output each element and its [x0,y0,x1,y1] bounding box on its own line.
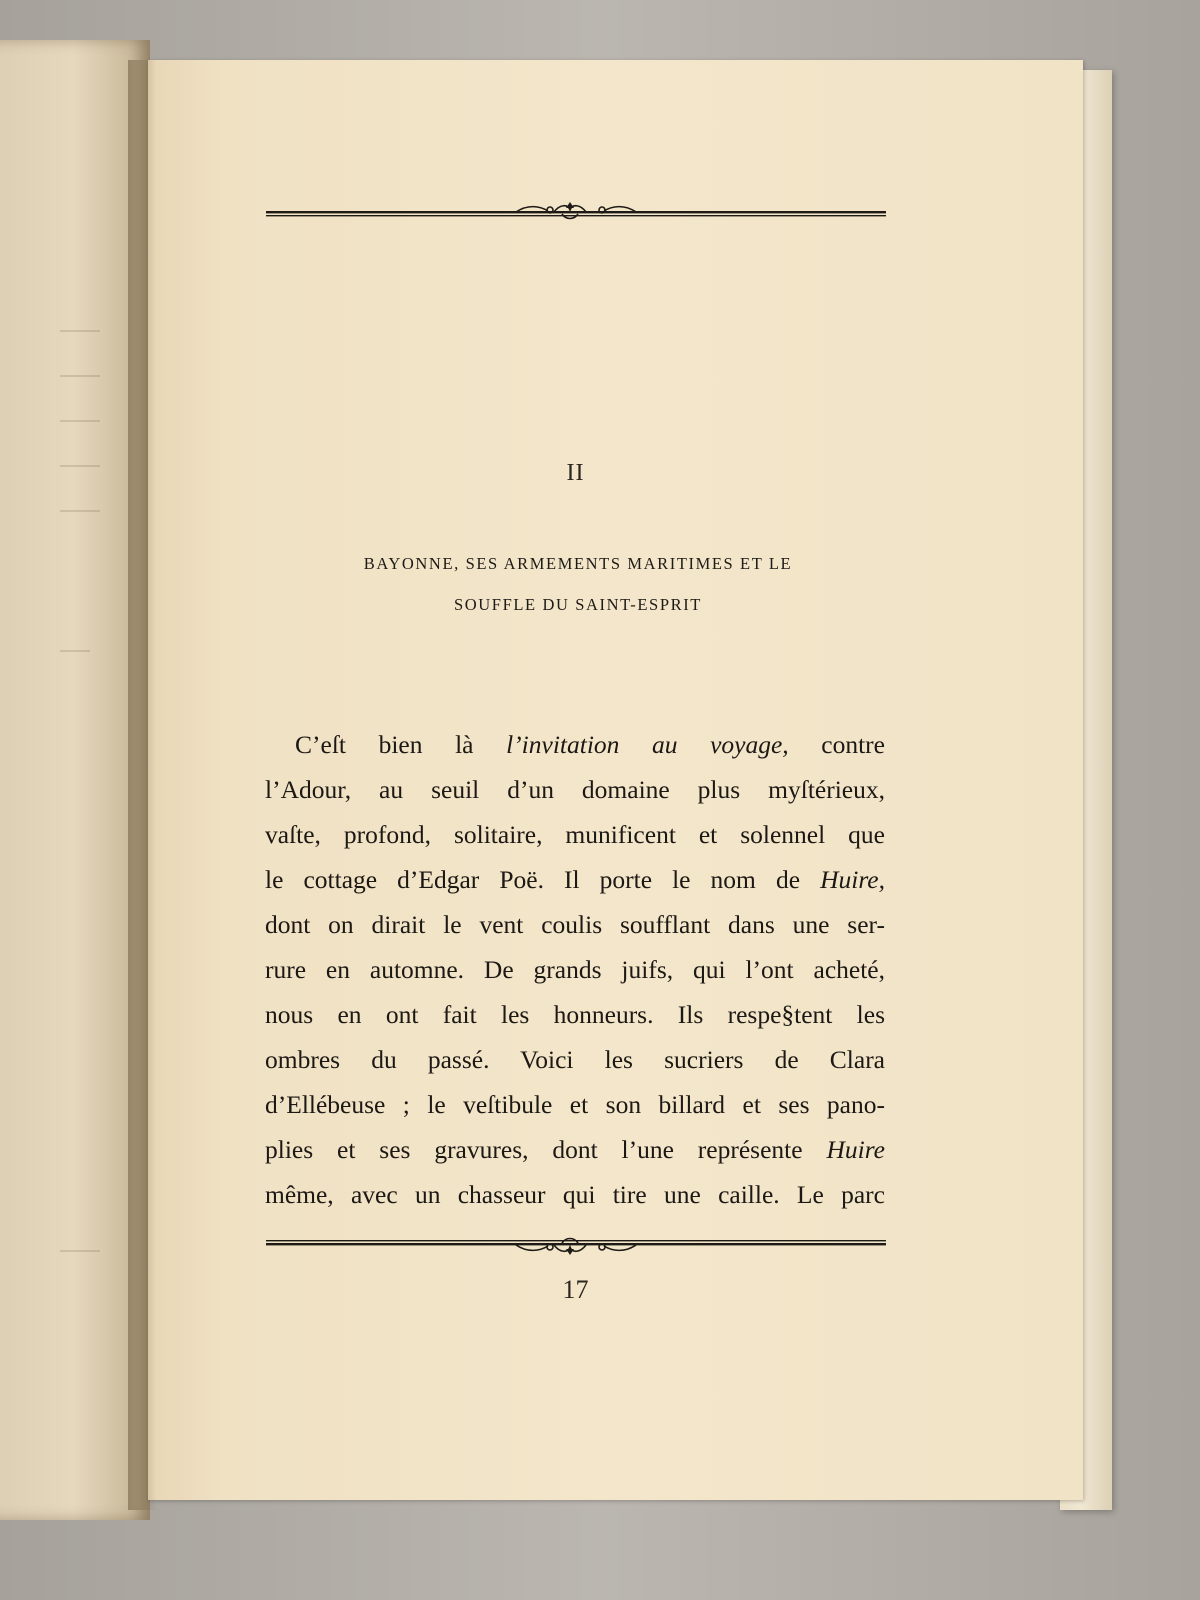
page-number: 17 [562,1275,589,1304]
text-line: vaſte, profond, solitaire, munificent et solennel que [265,820,885,849]
text-line: d’Ellébeuse ; le veſtibule et son billard et ses pano- [265,1090,885,1119]
text-line: C’eſt bien là l’invitation au voyage, contre [295,730,885,759]
body-paragraph [265,722,885,1217]
book-page [148,60,1083,1500]
bottom-ornament-rule [266,1233,886,1255]
text-line: l’Adour, au seuil d’un domaine plus myſtérieux, [265,775,885,804]
spine-shadow [128,60,156,1510]
text-line: rure en automne. De grands juifs, qui l’ont acheté, [265,955,885,984]
text-line: le cottage d’Edgar Poë. Il porte le nom de Huire, [265,865,885,894]
chapter-title-line-1: BAYONNE, SES ARMEMENTS MARITIMES ET LE [363,554,793,573]
text-line: ombres du passé. Voici les sucriers de Clara [265,1045,885,1074]
text-line: même, avec un chasseur qui tire une caille. Le parc [265,1180,885,1209]
text-line: nous en ont fait les honneurs. Ils respe§tent les [265,1000,885,1029]
chapter-number: II [566,460,585,486]
text-line: dont on dirait le vent coulis soufflant dans une ser- [265,910,885,939]
ornament-rule-icon [266,1233,886,1255]
text-line: plies et ses gravures, dont l’une représente Huire [265,1135,885,1164]
ornament-rule-icon [266,202,886,224]
chapter-title-line-2: SOUFFLE DU SAINT-ESPRIT [454,595,702,614]
top-ornament-rule [266,202,886,224]
